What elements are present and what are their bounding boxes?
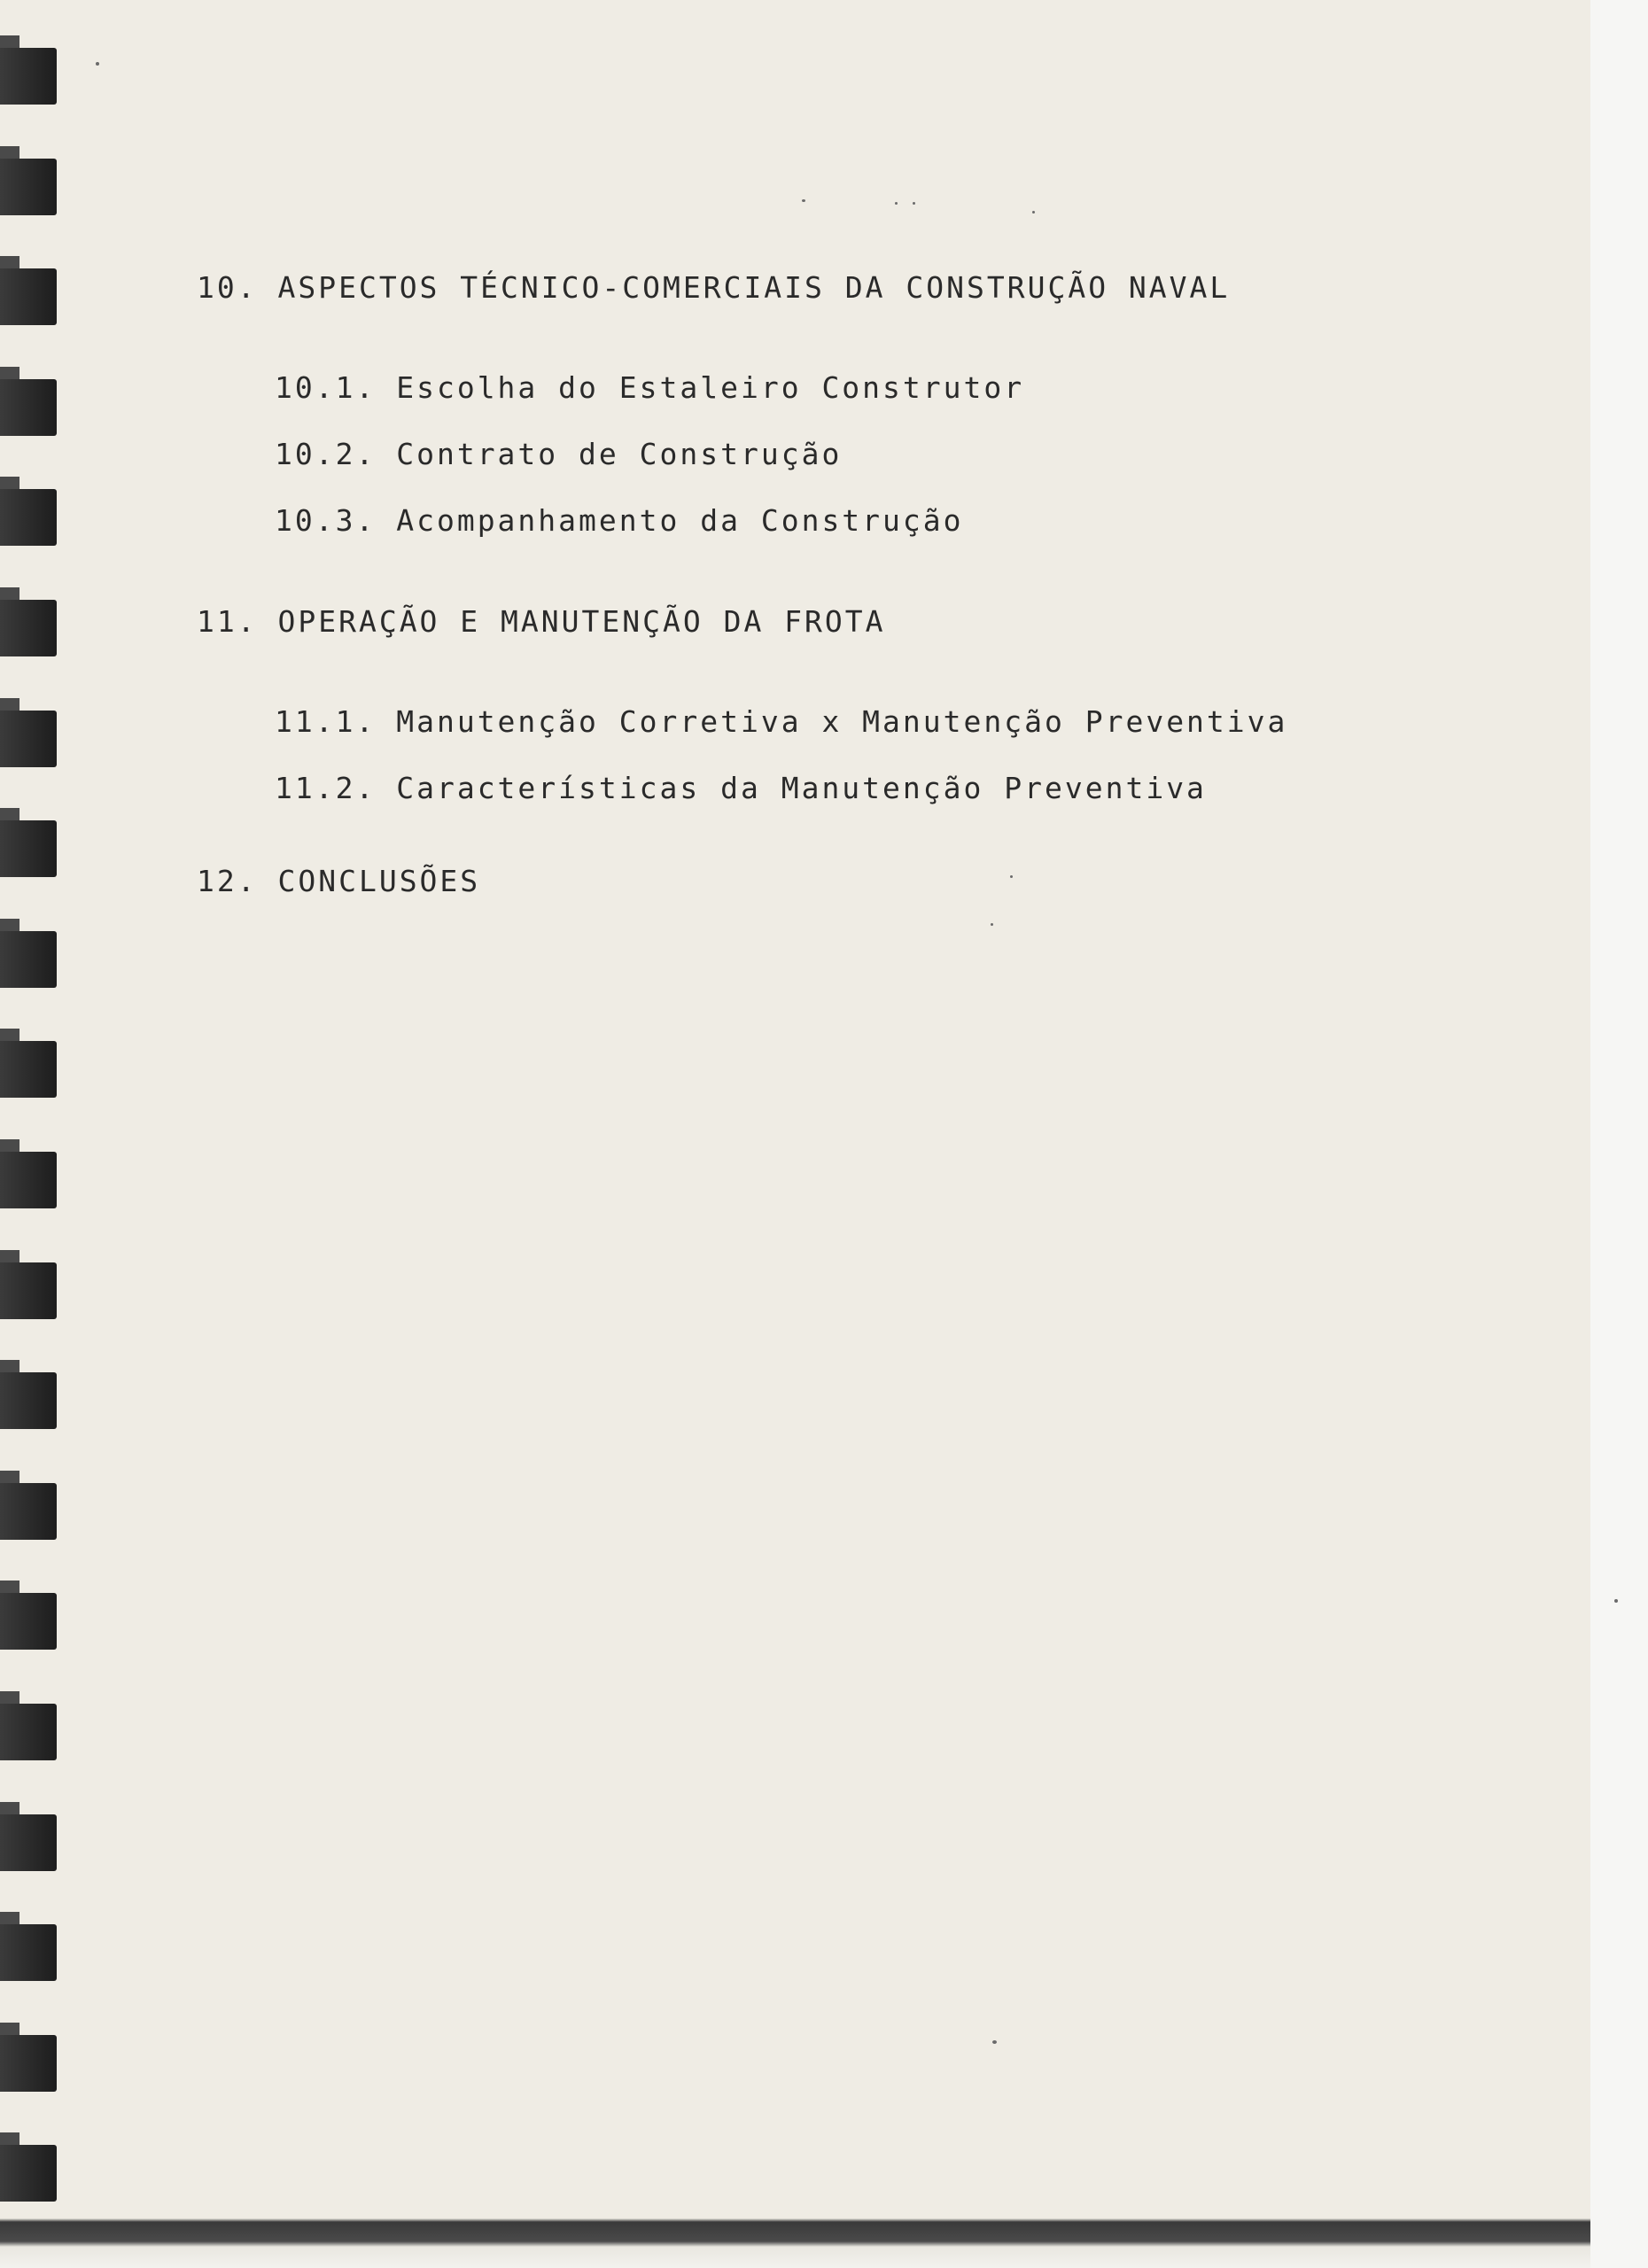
scan-speck <box>1010 875 1013 878</box>
page-bottom-edge <box>0 2215 1590 2268</box>
binding-ring <box>0 820 57 877</box>
scan-speck <box>992 2040 997 2044</box>
toc-section-12 <box>197 864 480 898</box>
binding-ring <box>0 48 57 105</box>
subsection-title: Características da Manutenção Preventiva <box>396 771 1207 805</box>
binding-ring <box>0 1593 57 1650</box>
binding-ring <box>0 2035 57 2092</box>
toc-section-11 <box>197 604 886 639</box>
subsection-title: Acompanhamento da Construção <box>396 503 964 538</box>
scan-speck <box>913 202 915 205</box>
binding-ring <box>0 1814 57 1871</box>
binding-ring <box>0 1152 57 1208</box>
scan-speck <box>802 199 805 202</box>
toc-subsection-11-2 <box>275 771 1207 805</box>
subsection-number: 11.1. <box>275 704 377 739</box>
binding-ring <box>0 1704 57 1760</box>
subsection-number: 11.2. <box>275 771 377 805</box>
section-number: 11. <box>197 604 258 639</box>
scan-margin <box>1590 0 1648 2268</box>
binding-ring <box>0 159 57 215</box>
binding-ring <box>0 2145 57 2202</box>
toc-subsection-10-3 <box>275 503 964 538</box>
subsection-title: Escolha do Estaleiro Construtor <box>396 370 1025 405</box>
section-number: 12. <box>197 864 258 898</box>
binding-ring <box>0 931 57 988</box>
toc-subsection-10-1 <box>275 370 1024 405</box>
scan-speck <box>1032 211 1035 214</box>
binding-ring <box>0 600 57 656</box>
toc-section-10 <box>197 270 1230 305</box>
binding-ring <box>0 1372 57 1429</box>
scan-speck <box>1614 1599 1618 1603</box>
section-title: OPERAÇÃO E MANUTENÇÃO DA FROTA <box>277 604 886 639</box>
binding-ring <box>0 1924 57 1981</box>
scan-speck <box>895 202 898 205</box>
subsection-title: Manutenção Corretiva x Manutenção Preventiva <box>396 704 1288 739</box>
scan-speck <box>991 923 993 926</box>
binding-ring <box>0 379 57 436</box>
section-number: 10. <box>197 270 258 305</box>
subsection-number: 10.2. <box>275 437 377 471</box>
binding-ring <box>0 1262 57 1319</box>
binding-ring <box>0 1483 57 1540</box>
toc-subsection-11-1 <box>275 704 1287 739</box>
subsection-number: 10.1. <box>275 370 377 405</box>
section-title: ASPECTOS TÉCNICO-COMERCIAIS DA CONSTRUÇÃO NAVAL <box>277 270 1231 305</box>
scan-speck <box>96 62 99 66</box>
subsection-number: 10.3. <box>275 503 377 538</box>
binding-ring <box>0 489 57 546</box>
binding-ring <box>0 1041 57 1098</box>
subsection-title: Contrato de Construção <box>396 437 843 471</box>
section-title: CONCLUSÕES <box>277 864 481 898</box>
spiral-binding <box>0 35 62 2206</box>
binding-ring <box>0 268 57 325</box>
binding-ring <box>0 711 57 767</box>
toc-subsection-10-2 <box>275 437 842 471</box>
